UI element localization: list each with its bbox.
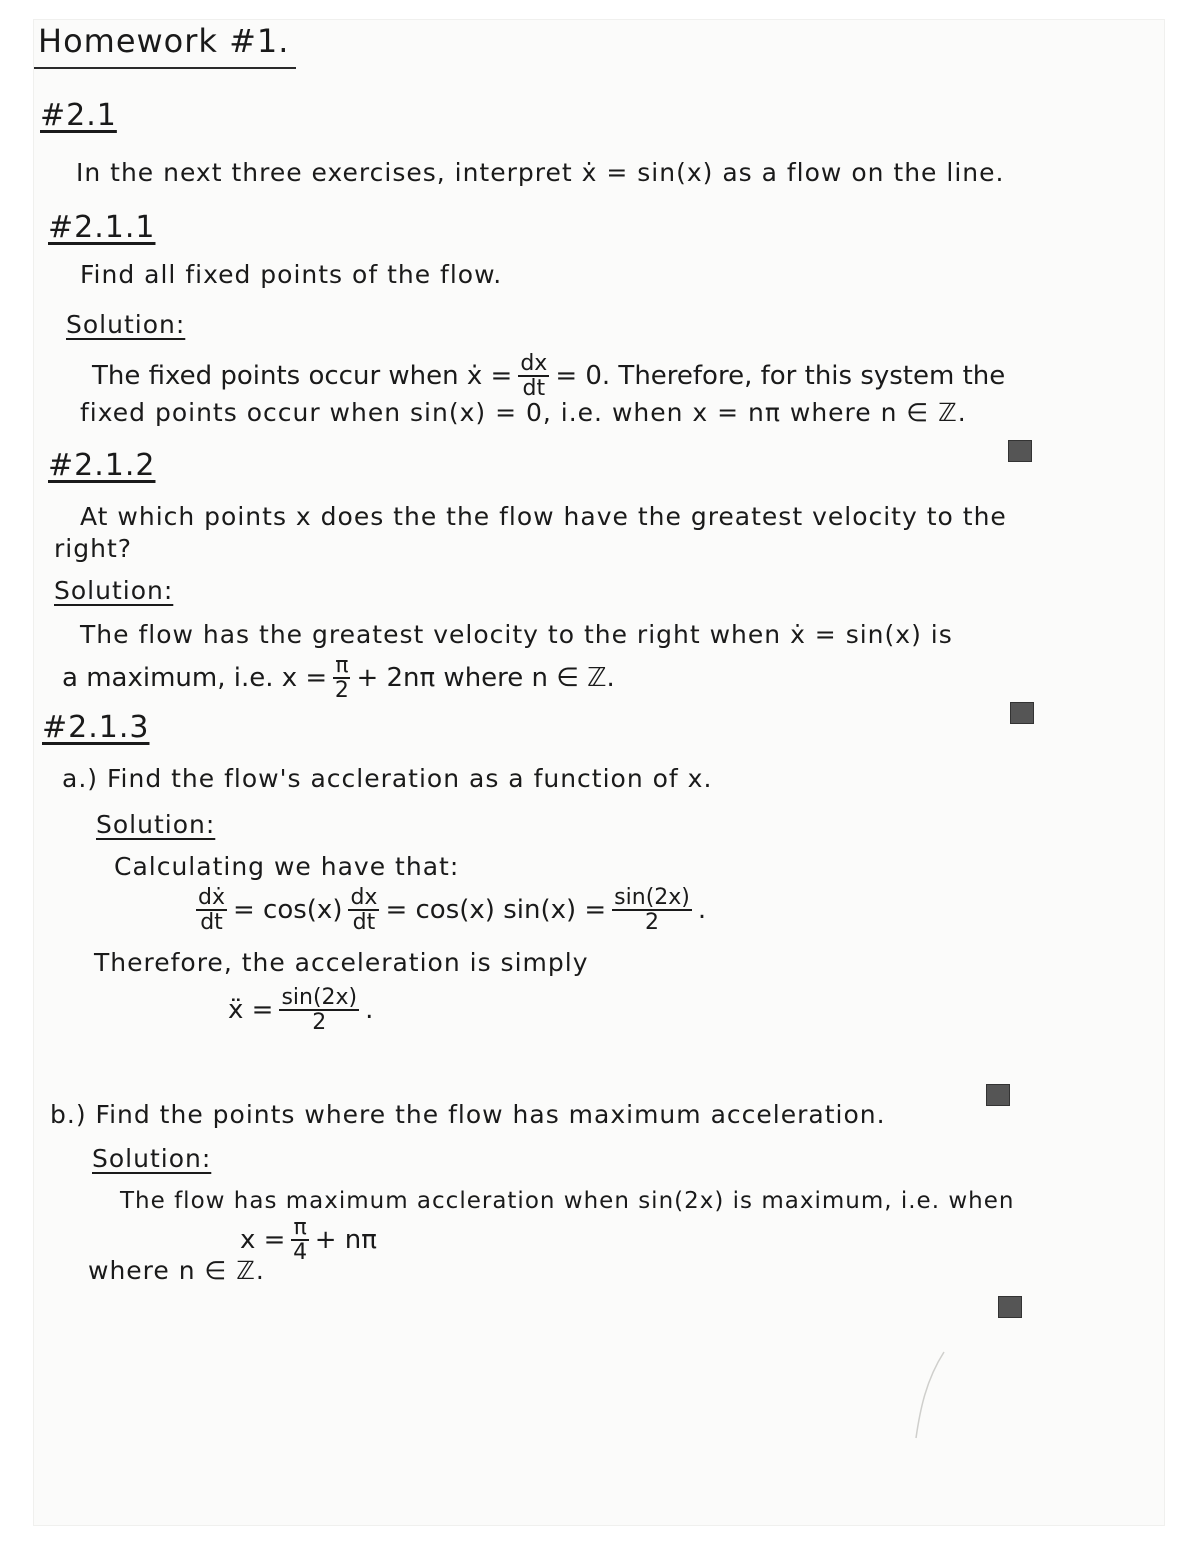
therefore-line: Therefore, the acceleration is simply (94, 948, 589, 977)
line2-text-a: a maximum, i.e. x = (62, 663, 328, 694)
sin2x-over-2-fraction (612, 886, 692, 934)
solution-2-1-1-line2: fixed points occur when sin(x) = 0, i.e. when x = nπ where n ∈ ℤ. (80, 398, 967, 427)
fraction-denominator: 2 (645, 910, 660, 936)
solution-2-1-2-line1: The flow has the greatest velocity to the right when ẋ = sin(x) is (80, 620, 953, 649)
acceleration-result (228, 986, 373, 1034)
title-underline (34, 67, 296, 69)
line1-text-a: The fixed points occur when ẋ = (92, 361, 513, 392)
question-2-1-1: Find all fixed points of the flow. (80, 260, 503, 289)
section-heading-2-1-2: #2.1.2 (48, 448, 156, 483)
solution-label-part-a: Solution: (96, 810, 216, 839)
fraction-numerator: sin(2x) (281, 985, 358, 1010)
solution-label-part-b: Solution: (92, 1144, 212, 1173)
section-intro: In the next three exercises, interpret ẋ = sin(x) as a flow on the line. (76, 158, 1005, 187)
dxdot-dt-fraction (196, 886, 227, 934)
solution-label-2-1-2: Solution: (54, 576, 174, 605)
qed-box (986, 1084, 1010, 1106)
pi-over-2-fraction (333, 654, 350, 702)
fraction-denominator: 2 (334, 678, 349, 704)
section-heading-2-1-1: #2.1.1 (48, 210, 156, 245)
eq1-end: . (697, 895, 707, 926)
line1-text-b: = 0. Therefore, for this system the (555, 361, 1006, 392)
fraction-numerator: dẋ (198, 885, 225, 910)
section-heading-2-1: #2.1 (40, 98, 117, 133)
question-2-1-2-line1: At which points x does the the flow have the greatest velocity to the (80, 502, 1007, 531)
solution-label-2-1-1: Solution: (66, 310, 186, 339)
part-b-solution-line2: where n ∈ ℤ. (88, 1256, 265, 1285)
sin2x-over-2-fraction (279, 986, 359, 1034)
line2-text-b: + 2nπ where n ∈ ℤ. (356, 663, 615, 694)
fraction-numerator: sin(2x) (614, 885, 690, 910)
pencil-mark (914, 1350, 954, 1440)
dx-dt-fraction (348, 886, 379, 934)
section-heading-2-1-3: #2.1.3 (42, 710, 150, 745)
notebook-page (34, 20, 1164, 1525)
qed-box (1008, 440, 1032, 462)
fraction-numerator: π (335, 653, 349, 678)
fraction-denominator: dt (522, 376, 546, 402)
part-a-question: a.) Find the flow's accleration as a function of x. (62, 764, 713, 793)
fraction-denominator: 2 (312, 1010, 327, 1036)
part-b-question: b.) Find the points where the flow has maximum acceleration. (50, 1100, 886, 1129)
fraction-denominator: dt (200, 910, 223, 936)
eq1-mid-a: = cos(x) (232, 895, 343, 926)
dx-dt-fraction (518, 352, 549, 400)
eq2-end: . (365, 995, 374, 1026)
eq1-mid-b: = cos(x) sin(x) = (385, 895, 607, 926)
eq2-lhs: ẍ = (228, 995, 274, 1026)
qed-box (1010, 702, 1034, 724)
eq3-lhs: x = (240, 1225, 286, 1256)
qed-box (998, 1296, 1022, 1318)
fraction-numerator: dx (350, 885, 378, 910)
eq3-rhs: + nπ (314, 1225, 377, 1256)
acceleration-derivation (196, 886, 706, 934)
solution-2-1-2-line2 (62, 654, 615, 702)
pi-over-4-fraction (291, 1216, 308, 1264)
fraction-numerator: π (293, 1215, 307, 1240)
fraction-numerator: dx (520, 351, 548, 376)
part-b-solution-line1: The flow has maximum accleration when sin(2x) is maximum, i.e. when (120, 1188, 1015, 1214)
page-title: Homework #1. (38, 22, 290, 60)
fraction-denominator: dt (352, 910, 376, 936)
question-2-1-2-line2: right? (54, 534, 133, 563)
fraction-denominator: 4 (293, 1240, 308, 1266)
solution-2-1-1-line1 (92, 352, 1005, 400)
calculation-intro: Calculating we have that: (114, 852, 460, 881)
